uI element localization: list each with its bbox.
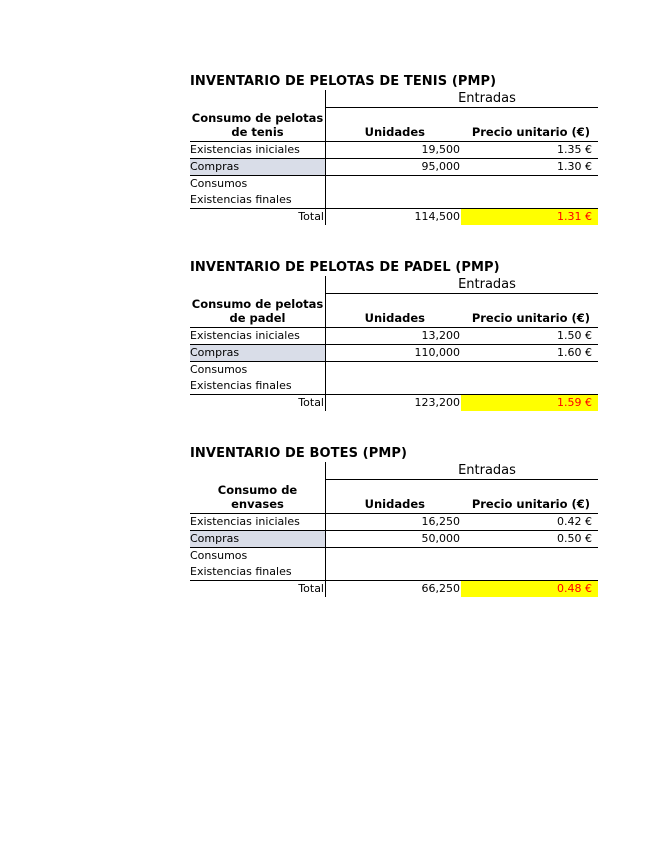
group-header-entradas: Entradas <box>326 90 598 108</box>
table-row <box>190 564 598 581</box>
row-label-cell[interactable]: Existencias iniciales <box>190 514 326 530</box>
total-label[interactable]: Total <box>190 395 326 411</box>
units-cell[interactable] <box>326 192 461 208</box>
header-row-group <box>190 462 598 480</box>
price-cell[interactable] <box>461 176 598 192</box>
header-row-columns <box>190 108 598 142</box>
blank-header-cell <box>190 276 326 294</box>
total-price-cell[interactable]: 1.59 € <box>461 395 598 411</box>
total-price-cell[interactable]: 1.31 € <box>461 209 598 225</box>
blank-header-cell <box>190 462 326 480</box>
inventory-grid <box>190 90 598 225</box>
price-cell[interactable] <box>461 564 598 580</box>
header-row-columns <box>190 294 598 328</box>
spacer <box>190 225 598 260</box>
table-title: INVENTARIO DE PELOTAS DE PADEL (PMP) <box>190 260 500 275</box>
col-header-precio[interactable]: Precio unitario (€) <box>471 125 590 139</box>
row-label-cell[interactable]: Compras <box>190 345 326 361</box>
col-header-consumo[interactable]: Consumo de pelotas de padel <box>190 294 326 327</box>
units-cell[interactable]: 16,250 <box>421 515 460 528</box>
inventory-table-tennis <box>190 74 598 225</box>
table-row <box>190 142 598 159</box>
table-row <box>190 378 598 395</box>
group-header-entradas: Entradas <box>326 462 598 480</box>
table-row <box>190 514 598 531</box>
header-row-group <box>190 90 598 108</box>
header-row-group <box>190 276 598 294</box>
price-cell[interactable] <box>461 192 598 208</box>
row-label-cell[interactable]: Existencias finales <box>190 564 326 580</box>
total-label[interactable]: Total <box>190 209 326 225</box>
group-header-entradas: Entradas <box>326 276 598 294</box>
units-cell[interactable] <box>326 176 461 192</box>
row-label-cell[interactable]: Existencias finales <box>190 192 326 208</box>
total-price-cell[interactable]: 0.48 € <box>461 581 598 597</box>
table-row <box>190 328 598 345</box>
price-cell[interactable]: 1.30 € <box>557 160 592 173</box>
row-label-cell[interactable]: Existencias iniciales <box>190 142 326 158</box>
col-header-precio[interactable]: Precio unitario (€) <box>471 311 590 325</box>
total-row <box>190 209 598 225</box>
total-units-cell[interactable]: 123,200 <box>414 396 460 409</box>
units-cell[interactable] <box>326 548 461 564</box>
row-label-cell[interactable]: Consumos <box>190 362 326 378</box>
price-cell[interactable]: 1.35 € <box>557 143 592 156</box>
price-cell[interactable]: 0.50 € <box>557 532 592 545</box>
col-header-consumo[interactable]: Consumo de envases <box>190 480 326 513</box>
total-row <box>190 581 598 597</box>
table-row <box>190 345 598 362</box>
table-row <box>190 531 598 548</box>
total-label[interactable]: Total <box>190 581 326 597</box>
col-header-unidades[interactable]: Unidades <box>364 311 425 325</box>
total-units-cell[interactable]: 66,250 <box>421 582 460 595</box>
col-header-unidades[interactable]: Unidades <box>364 497 425 511</box>
row-label-cell[interactable]: Existencias finales <box>190 378 326 394</box>
units-cell[interactable] <box>326 362 461 378</box>
table-row <box>190 548 598 564</box>
spacer <box>190 411 598 446</box>
row-label-cell[interactable]: Consumos <box>190 176 326 192</box>
table-title: INVENTARIO DE PELOTAS DE TENIS (PMP) <box>190 74 497 89</box>
inventory-table-botes <box>190 446 598 597</box>
total-units-cell[interactable]: 114,500 <box>414 210 460 223</box>
table-row <box>190 362 598 378</box>
table-row <box>190 176 598 192</box>
header-row-columns <box>190 480 598 514</box>
price-cell[interactable]: 1.60 € <box>557 346 592 359</box>
price-cell[interactable]: 1.50 € <box>557 329 592 342</box>
col-header-unidades[interactable]: Unidades <box>364 125 425 139</box>
inventory-table-padel <box>190 260 598 411</box>
table-row <box>190 192 598 209</box>
inventory-grid <box>190 462 598 597</box>
col-header-precio[interactable]: Precio unitario (€) <box>471 497 590 511</box>
row-label-cell[interactable]: Existencias iniciales <box>190 328 326 344</box>
spreadsheet-sheet <box>190 74 598 597</box>
units-cell[interactable] <box>326 564 461 580</box>
units-cell[interactable]: 95,000 <box>421 160 460 173</box>
blank-header-cell <box>190 90 326 108</box>
price-cell[interactable] <box>461 548 598 564</box>
row-label-cell[interactable]: Compras <box>190 159 326 175</box>
table-row <box>190 159 598 176</box>
inventory-grid <box>190 276 598 411</box>
units-cell[interactable] <box>326 378 461 394</box>
units-cell[interactable]: 110,000 <box>414 346 460 359</box>
units-cell[interactable]: 50,000 <box>421 532 460 545</box>
units-cell[interactable]: 13,200 <box>421 329 460 342</box>
total-row <box>190 395 598 411</box>
row-label-cell[interactable]: Compras <box>190 531 326 547</box>
price-cell[interactable]: 0.42 € <box>557 515 592 528</box>
price-cell[interactable] <box>461 362 598 378</box>
units-cell[interactable]: 19,500 <box>421 143 460 156</box>
table-title: INVENTARIO DE BOTES (PMP) <box>190 446 408 461</box>
price-cell[interactable] <box>461 378 598 394</box>
col-header-consumo[interactable]: Consumo de pelotas de tenis <box>190 108 326 141</box>
row-label-cell[interactable]: Consumos <box>190 548 326 564</box>
